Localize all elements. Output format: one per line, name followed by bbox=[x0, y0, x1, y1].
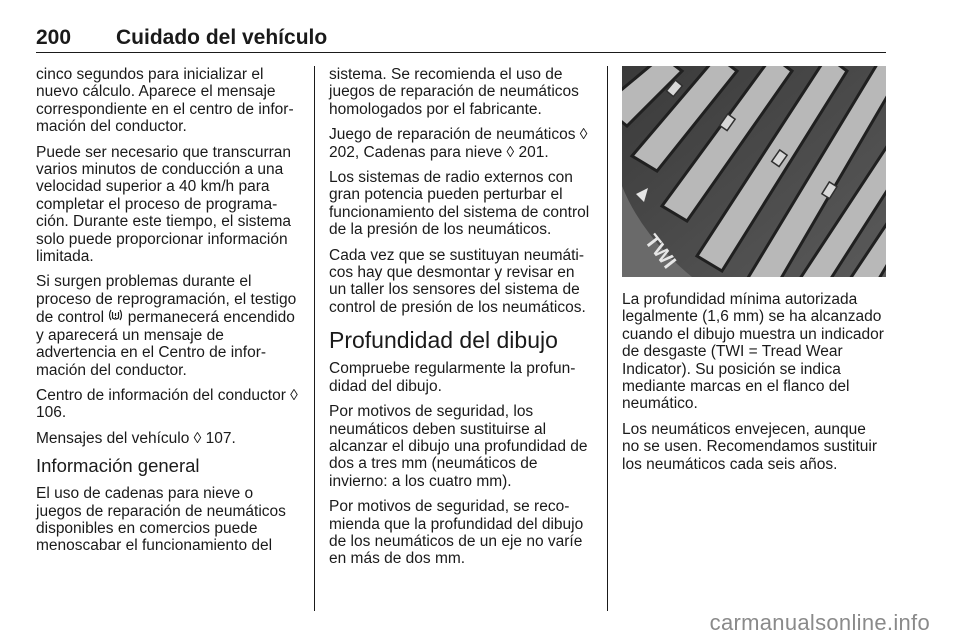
paragraph: Puede ser necesario que transcurran varios minutos de conducción a una velocidad superior a 40 km/h para completar el proceso de programación. Durante este tiempo, el sistema solo puede proporcionar información limitada. bbox=[36, 143, 292, 266]
page-title: Cuidado del vehículo bbox=[116, 26, 328, 49]
column-1 bbox=[36, 66, 298, 563]
column-divider-1 bbox=[314, 66, 315, 611]
column-divider-2 bbox=[607, 66, 608, 611]
paragraph: El uso de cadenas para nieve o juegos de reparación de neumáticos disponibles en comercios puede menoscabar el funcionamiento del bbox=[36, 485, 286, 555]
section-title: Profundidad del dibujo bbox=[329, 327, 558, 354]
paragraph: Por motivos de seguridad, se recomienda que la profundidad del dibujo de los neumáticos de un eje no varíe en más de dos mm. bbox=[329, 498, 584, 568]
paragraph: sistema. Se recomienda el uso de juegos de reparación de neumáticos homologados por el fabricante. bbox=[329, 66, 579, 118]
paragraph: Si surgen problemas durante el proceso de reprogramación, el testigo de control permanecerá encendido y aparecerá un mensaje de advertencia en el Centro de información del conductor. bbox=[36, 273, 297, 379]
paragraph: Juego de reparación de neumáticos ◊ 202, Cadenas para nieve ◊ 201. bbox=[329, 126, 588, 161]
column-3 bbox=[622, 291, 886, 481]
page-header bbox=[36, 26, 886, 53]
watermark: carmanualsonline.info bbox=[709, 610, 930, 635]
tpms-warning-icon bbox=[108, 308, 123, 326]
paragraph: La profundidad mínima autorizada legalmente (1,6 mm) se ha alcanzado cuando el dibujo muestra un indicador de desgaste (TWI = Tread Wear Indicator). Su posición se indica mediante marcas en el flanco del neumático. bbox=[622, 291, 884, 413]
section-heading: Información general bbox=[36, 455, 200, 477]
column-2 bbox=[329, 66, 591, 576]
paragraph: cinco segundos para inicializar el nuevo cálculo. Aparece el mensaje correspondiente en el centro de información del conductor. bbox=[36, 66, 294, 136]
paragraph: Compruebe regularmente la profundidad del dibujo. bbox=[329, 360, 576, 395]
twi-label: TWI bbox=[640, 230, 680, 273]
paragraph: Los sistemas de radio externos con gran potencia pueden perturbar el funcionamiento del sistema de control de la presión de los neumáticos. bbox=[329, 169, 590, 239]
tire-tread-image bbox=[622, 66, 886, 277]
paragraph: Los neumáticos envejecen, aunque no se usen. Recomendamos sustituir los neumáticos cada seis años. bbox=[622, 420, 878, 473]
paragraph: Por motivos de seguridad, los neumáticos deben sustituirse al alcanzar el dibujo una profundidad de dos a tres mm (neumáticos de invierno: a los cuatro mm). bbox=[329, 403, 588, 490]
paragraph: Centro de información del conductor ◊ 106. bbox=[36, 386, 298, 422]
paragraph: Cada vez que se sustituyan neumáticos hay que desmontar y revisar en un taller los sensores del sistema de control de presión de los neumáticos. bbox=[329, 246, 586, 316]
page-number: 200 bbox=[36, 26, 72, 49]
paragraph: Mensajes del vehículo ◊ 107. bbox=[36, 429, 236, 447]
